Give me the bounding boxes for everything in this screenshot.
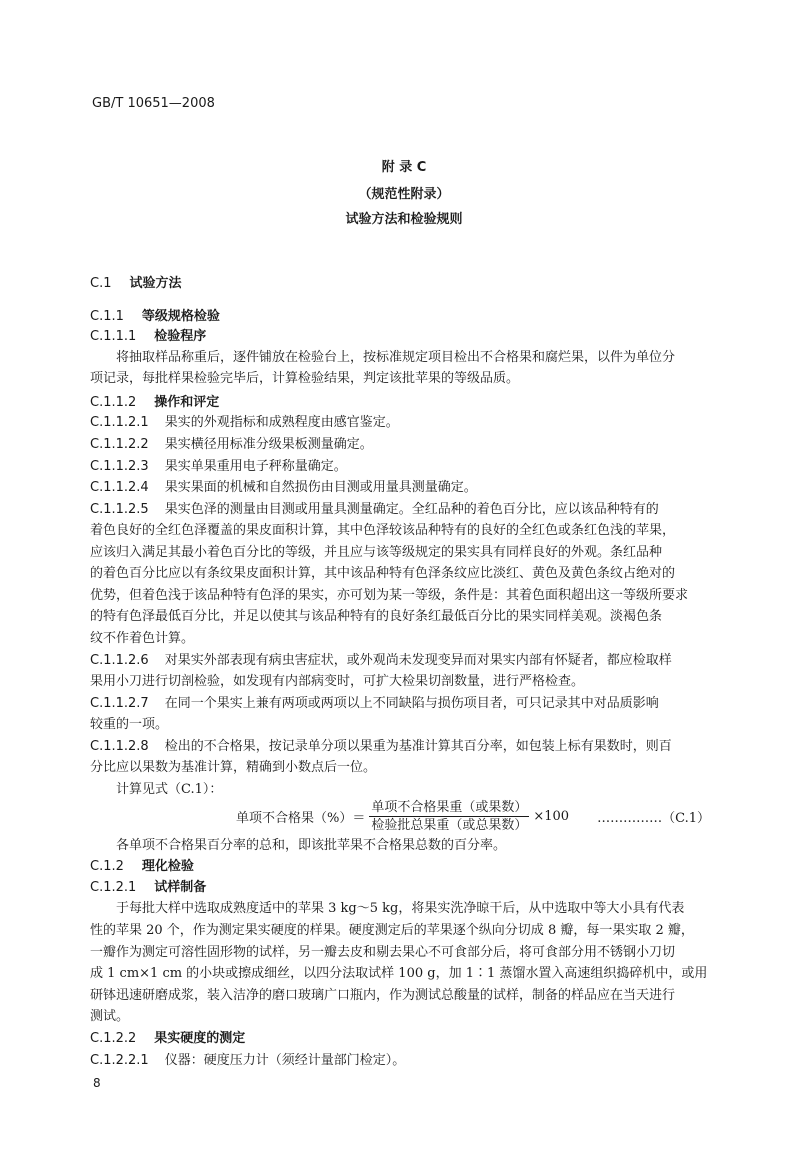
section-title: 检验程序 xyxy=(154,329,207,344)
paragraph-line: 成 1 cm×1 cm 的小块或擦成细丝，以四分法取试样 100 g，加 1∶1 蒸馏水置入高速组织捣碎机中，或用 xyxy=(90,966,708,981)
section-title: 操作和评定 xyxy=(154,395,220,410)
clause-number: C.1.1.2.1 xyxy=(90,415,149,430)
clause-number: C.1.1.2.5 xyxy=(90,502,149,517)
paragraph-line: 各单项不合格果百分率的总和，即该批苹果不合格果总数的百分率。 xyxy=(116,838,507,853)
paragraph-line: 分比应以果数为基准计算，精确到小数点后一位。 xyxy=(90,760,377,775)
section-c122-heading xyxy=(90,1031,245,1047)
section-c121-heading xyxy=(90,880,206,896)
appendix-name: 试验方法和检验规则 xyxy=(345,212,463,227)
clause-c1221 xyxy=(90,1053,405,1069)
clause-text: 果实的外观指标和成熟程度由感官鉴定。 xyxy=(164,415,399,430)
paragraph-line: 一瓣作为测定可溶性固形物的试样，另一瓣去皮和剔去果心不可食部分后，将可食部分用不锈钢小刀切 xyxy=(90,945,676,960)
section-title: 试样制备 xyxy=(154,880,207,895)
formula-numerator: 单项不合格果重（或果数） xyxy=(371,799,528,815)
clause-number: C.1.1.2.6 xyxy=(90,653,149,668)
clause-c1126 xyxy=(90,653,672,669)
section-number: C.1.2.1 xyxy=(90,880,137,895)
section-title: 理化检验 xyxy=(141,859,194,874)
paragraph-line: 果用小刀进行切剖检验，如发现有内部病变时，可扩大检果切剖数量，进行严格检查。 xyxy=(90,674,585,689)
paragraph-line: 的着色百分比应以有条纹果皮面积计算，其中该品种特有色泽条纹应比淡红、黄色及黄色条纹占绝对的 xyxy=(90,566,676,581)
section-number: C.1.1 xyxy=(90,309,124,324)
formula-reference: ……………（C.1） xyxy=(597,810,710,826)
clause-text: 果实横径用标准分级果板测量确定。 xyxy=(164,437,373,452)
clause-c1124 xyxy=(90,480,477,496)
paragraph-line: 优势，但着色浅于该品种特有色泽的果实，亦可划为某一等级，条件是：其着色面积超出这一等级所要求 xyxy=(90,588,689,603)
standard-code: GB/T 10651—2008 xyxy=(92,96,215,111)
section-c1-heading xyxy=(90,276,182,292)
paragraph-line: 于每批大样中选取成熟度适中的苹果 3 kg～5 kg，将果实洗净晾干后，从中选取中等大小具有代表 xyxy=(116,901,685,916)
section-number: C.1.1.1 xyxy=(90,329,137,344)
clause-text: 果实单果重用电子秤称量确定。 xyxy=(164,459,347,474)
clause-text: 检出的不合格果，按记录单分项以果重为基准计算其百分率，如包装上标有果数时，则百 xyxy=(164,739,672,754)
clause-text: 对果实外部表现有病虫害症状，或外观尚未发现变异而对果实内部有怀疑者，都应检取样 xyxy=(164,653,672,668)
paragraph-line: 项记录，每批样果检验完毕后，计算检验结果，判定该批苹果的等级品质。 xyxy=(90,371,520,386)
paragraph-line: 着色良好的全红色泽覆盖的果皮面积计算，其中色泽较该品种特有的良好的全红色或条红色浅的苹果， xyxy=(90,523,676,538)
section-c11-heading xyxy=(90,309,220,325)
clause-number: C.1.1.2.8 xyxy=(90,739,149,754)
clause-text: 果实色泽的测量由目测或用量具测量确定。全红品种的着色百分比，应以该品种特有的 xyxy=(164,502,659,517)
clause-number: C.1.1.2.2 xyxy=(90,437,149,452)
clause-number: C.1.1.2.4 xyxy=(90,480,149,495)
clause-c1123 xyxy=(90,459,347,475)
section-number: C.1.2 xyxy=(90,859,124,874)
section-number: C.1 xyxy=(90,276,112,291)
page-number: 8 xyxy=(93,1076,101,1090)
section-c112-heading xyxy=(90,395,219,411)
section-title: 试验方法 xyxy=(129,276,182,291)
section-number: C.1.2.2 xyxy=(90,1031,137,1046)
paragraph-line: 测试。 xyxy=(90,1009,130,1024)
clause-number: C.1.1.2.3 xyxy=(90,459,149,474)
section-title: 等级规格检验 xyxy=(141,309,220,324)
section-c12-heading xyxy=(90,859,194,875)
paragraph-line: 的特有色泽最低百分比，并足以使其与该品种特有的良好条红最低百分比的果实同样美观。淡褐色条 xyxy=(90,609,663,624)
clause-c1122 xyxy=(90,437,373,453)
clause-text: 果实果面的机械和自然损伤由目测或用量具测量确定。 xyxy=(164,480,477,495)
paragraph-line: 应该归入满足其最小着色百分比的等级，并且应与该等级规定的果实具有同样良好的外观。条红品种 xyxy=(90,545,663,560)
paragraph-line: 较重的一项。 xyxy=(90,717,169,732)
paragraph-line: 性的苹果 20 个，作为测定果实硬度的样果。硬度测定后的苹果逐个纵向分切成 8 瓣，每一果实取 2 瓣， xyxy=(90,923,694,938)
formula-denominator: 检验批总果重（或总果数） xyxy=(371,817,528,833)
section-number: C.1.1.2 xyxy=(90,395,137,410)
formula-intro: 计算见式（C.1）： xyxy=(116,782,223,797)
clause-c1127 xyxy=(90,696,659,712)
clause-text: 仪器：硬度压力计（须经计量部门检定）。 xyxy=(164,1053,406,1068)
formula-factor: ×100 xyxy=(533,808,570,824)
formula-lhs: 单项不合格果（%）＝ xyxy=(236,810,366,826)
clause-number: C.1.1.2.7 xyxy=(90,696,149,711)
section-title: 果实硬度的测定 xyxy=(154,1031,246,1046)
formula-c1 xyxy=(236,798,710,834)
appendix-subtitle: （规范性附录） xyxy=(358,187,450,202)
paragraph-line: 纹不作着色计算。 xyxy=(90,631,195,646)
clause-c1128 xyxy=(90,739,672,755)
clause-c1125 xyxy=(90,502,659,518)
clause-number: C.1.2.2.1 xyxy=(90,1053,149,1068)
paragraph-line: 研钵迅速研磨成浆，装入洁净的磨口玻璃广口瓶内，作为测试总酸量的试样，制备的样品应在当天进行 xyxy=(90,988,676,1003)
clause-text: 在同一个果实上兼有两项或两项以上不同缺陷与损伤项目者，可只记录其中对品质影响 xyxy=(164,696,659,711)
appendix-title: 附 录 C xyxy=(381,160,427,175)
formula-fraction xyxy=(369,800,529,833)
section-c111-heading xyxy=(90,329,206,345)
clause-c1121 xyxy=(90,415,399,431)
paragraph-line: 将抽取样品称重后，逐件铺放在检验台上，按标准规定项目检出不合格果和腐烂果，以件为单位分 xyxy=(116,350,676,365)
